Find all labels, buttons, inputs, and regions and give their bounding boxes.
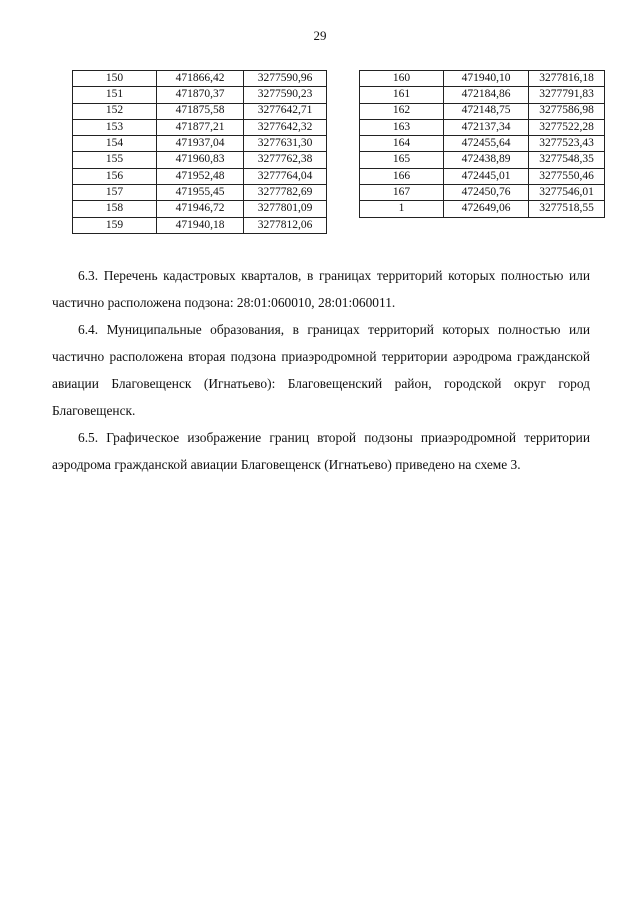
x-coordinate-cell: 472438,89 <box>444 152 529 168</box>
page-number: 29 <box>313 28 327 43</box>
point-number-cell: 162 <box>360 103 444 119</box>
y-coordinate-cell: 3277764,04 <box>244 168 327 184</box>
x-coordinate-cell: 471870,37 <box>157 87 244 103</box>
point-number-cell: 165 <box>360 152 444 168</box>
table-row <box>73 152 327 168</box>
point-number-cell: 151 <box>73 87 157 103</box>
x-coordinate-cell: 471946,72 <box>157 201 244 217</box>
table-row <box>360 71 605 87</box>
x-coordinate-cell: 471952,48 <box>157 168 244 184</box>
x-coordinate-cell: 471877,21 <box>157 119 244 135</box>
y-coordinate-cell: 3277590,23 <box>244 87 327 103</box>
table-row <box>73 168 327 184</box>
y-coordinate-cell: 3277642,32 <box>244 119 327 135</box>
x-coordinate-cell: 471960,83 <box>157 152 244 168</box>
table-row <box>73 71 327 87</box>
y-coordinate-cell: 3277550,46 <box>529 168 605 184</box>
point-number-cell: 161 <box>360 87 444 103</box>
y-coordinate-cell: 3277548,35 <box>529 152 605 168</box>
table-row <box>73 136 327 152</box>
x-coordinate-cell: 472137,34 <box>444 119 529 135</box>
y-coordinate-cell: 3277816,18 <box>529 71 605 87</box>
table-row <box>360 119 605 135</box>
point-number-cell: 155 <box>73 152 157 168</box>
x-coordinate-cell: 471866,42 <box>157 71 244 87</box>
paragraph-6-3: 6.3. Перечень кадастровых кварталов, в границах территорий которых полностью или частично расположена подзона: 28:01:060010, 28:01:060011. <box>52 268 590 310</box>
y-coordinate-cell: 3277631,30 <box>244 136 327 152</box>
point-number-cell: 153 <box>73 119 157 135</box>
table-row <box>73 119 327 135</box>
point-number-cell: 152 <box>73 103 157 119</box>
paragraph-6-5: 6.5. Графическое изображение границ второй подзоны приаэродромной территории аэродрома гражданской авиации Благовещенск (Игнатьево) приведено на схеме 3. <box>52 430 590 472</box>
x-coordinate-cell: 471875,58 <box>157 103 244 119</box>
point-number-cell: 150 <box>73 71 157 87</box>
coordinates-table-right <box>359 70 605 218</box>
table-row <box>360 185 605 201</box>
point-number-cell: 1 <box>360 201 444 217</box>
x-coordinate-cell: 472148,75 <box>444 103 529 119</box>
table-row <box>360 87 605 103</box>
point-number-cell: 156 <box>73 168 157 184</box>
point-number-cell: 167 <box>360 185 444 201</box>
table-row <box>73 103 327 119</box>
y-coordinate-cell: 3277522,28 <box>529 119 605 135</box>
paragraph-6-4: 6.4. Муниципальные образования, в границах территорий которых полностью или частично расположена вторая подзона приаэродромной территории аэродрома гражданской авиации Благовещенск (Игнатьево): Благовещенский район, городской округ город Благовещенск. <box>52 322 590 418</box>
y-coordinate-cell: 3277590,96 <box>244 71 327 87</box>
table-row <box>73 87 327 103</box>
table-row <box>360 201 605 217</box>
x-coordinate-cell: 471940,18 <box>157 217 244 233</box>
y-coordinate-cell: 3277546,01 <box>529 185 605 201</box>
y-coordinate-cell: 3277801,09 <box>244 201 327 217</box>
y-coordinate-cell: 3277523,43 <box>529 136 605 152</box>
point-number-cell: 160 <box>360 71 444 87</box>
y-coordinate-cell: 3277782,69 <box>244 185 327 201</box>
x-coordinate-cell: 471937,04 <box>157 136 244 152</box>
table-row <box>73 201 327 217</box>
point-number-cell: 158 <box>73 201 157 217</box>
coordinates-table-left <box>72 70 327 234</box>
x-coordinate-cell: 472450,76 <box>444 185 529 201</box>
y-coordinate-cell: 3277642,71 <box>244 103 327 119</box>
y-coordinate-cell: 3277791,83 <box>529 87 605 103</box>
x-coordinate-cell: 472184,86 <box>444 87 529 103</box>
table-row <box>360 103 605 119</box>
table-row <box>360 136 605 152</box>
table-row <box>360 152 605 168</box>
y-coordinate-cell: 3277518,55 <box>529 201 605 217</box>
x-coordinate-cell: 472649,06 <box>444 201 529 217</box>
x-coordinate-cell: 472455,64 <box>444 136 529 152</box>
point-number-cell: 163 <box>360 119 444 135</box>
y-coordinate-cell: 3277586,98 <box>529 103 605 119</box>
y-coordinate-cell: 3277812,06 <box>244 217 327 233</box>
x-coordinate-cell: 471955,45 <box>157 185 244 201</box>
point-number-cell: 157 <box>73 185 157 201</box>
point-number-cell: 166 <box>360 168 444 184</box>
table-row <box>360 168 605 184</box>
point-number-cell: 159 <box>73 217 157 233</box>
table-row <box>73 185 327 201</box>
x-coordinate-cell: 471940,10 <box>444 71 529 87</box>
x-coordinate-cell: 472445,01 <box>444 168 529 184</box>
y-coordinate-cell: 3277762,38 <box>244 152 327 168</box>
table-row <box>73 217 327 233</box>
point-number-cell: 164 <box>360 136 444 152</box>
point-number-cell: 154 <box>73 136 157 152</box>
